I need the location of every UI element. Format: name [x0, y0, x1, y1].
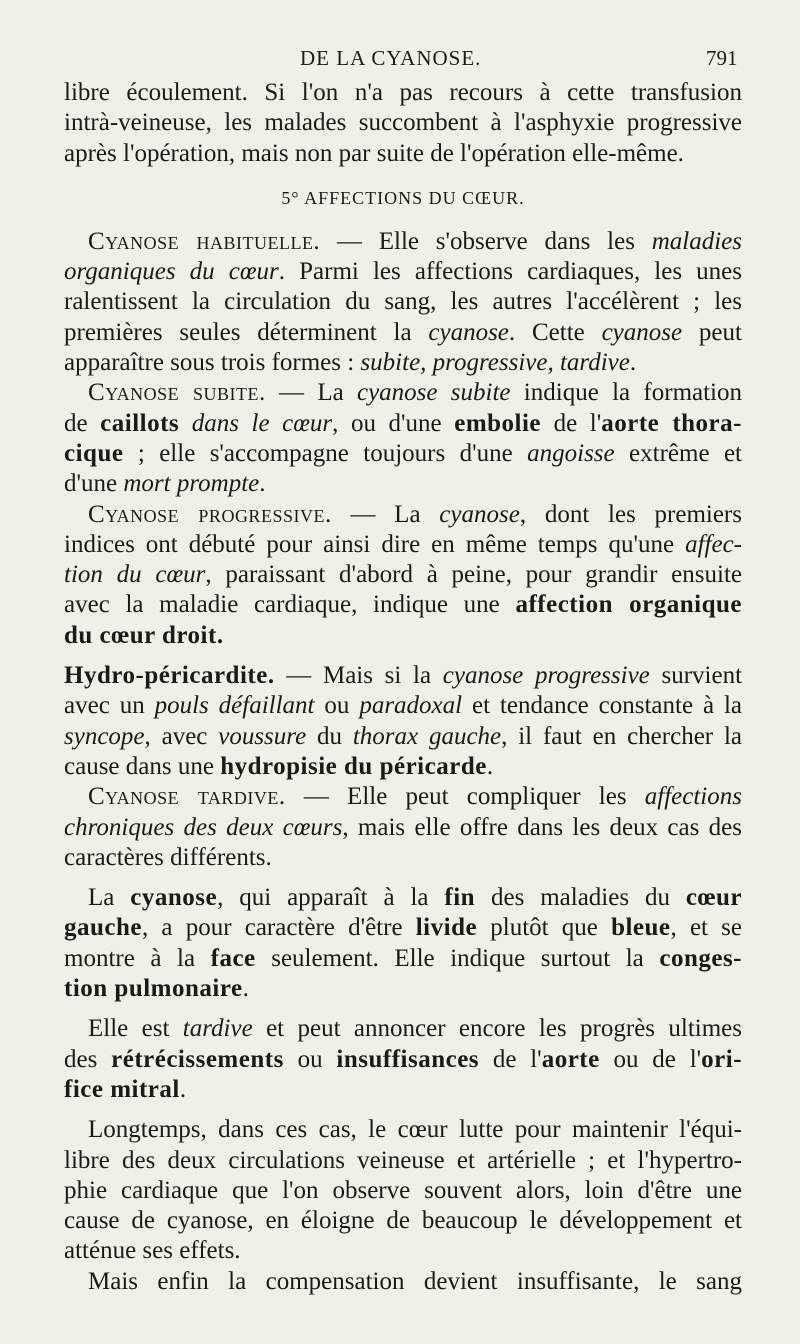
text-line: phie cardiaque que l'on observe souvent alors, loin d'être une [64, 1176, 742, 1204]
text-line: d'une mort prompte. [64, 470, 266, 498]
text-line: Elle est tardive et peut annoncer encore les progrès ultimes [88, 1015, 742, 1043]
text-line: chroniques des deux cœurs, mais elle offre dans les deux cas des [64, 813, 742, 841]
text-line: Cyanose progressive. — La cyanose, dont les premiers [88, 500, 742, 528]
text-line: du cœur droit. [64, 621, 224, 649]
text-line: atténue ses effets. [64, 1237, 241, 1265]
body-text [64, 78, 742, 1297]
run-in-heading: Cyanose tardive. [88, 783, 286, 811]
running-head-title: DE LA CYANOSE. [300, 46, 482, 70]
paragraph-sang [64, 1267, 742, 1297]
text-line: syncope, avec voussure du thorax gauche, il faut en chercher la [64, 722, 742, 750]
text-line: Hydro-péricardite. — Mais si la cyanose progressive survient [64, 662, 742, 690]
paragraph-tardive-aorte [64, 1014, 742, 1105]
text-line: La cyanose, qui apparaît à la fin des maladies du cœur [88, 884, 742, 912]
run-in-heading: Cyanose progressive. [88, 500, 332, 528]
text-line: Cyanose subite. — La cyanose subite indique la formation [88, 379, 742, 407]
paragraph-cyanose-habituelle [64, 227, 742, 378]
text-line: avec la maladie cardiaque, indique une affection organique [64, 591, 742, 619]
text-line: apparaître sous trois formes : subite, progressive, tardive. [64, 349, 637, 377]
run-in-heading: Cyanose habituelle. [88, 227, 321, 255]
text-line: libre écoulement. Si l'on n'a pas recours à cette transfusion [64, 79, 742, 106]
text-line: fice mitral. [64, 1075, 187, 1103]
text-line: cause dans une hydropisie du péricarde. [64, 752, 494, 780]
text-line: organiques du cœur. Parmi les affections cardiaques, les unes [64, 258, 742, 286]
text-line: intrà-veineuse, les malades succombent à l'asphyxie progressive [64, 109, 742, 137]
text-line: cique ; elle s'accompagne toujours d'une angoisse extrême et [64, 439, 742, 467]
page-number: 791 [706, 46, 738, 70]
paragraph-compensation [64, 1115, 742, 1266]
paragraph-cyanose-tardive [64, 782, 742, 873]
text-line: libre des deux circulations veineuse et artérielle ; et l'hypertro- [64, 1146, 742, 1174]
text-line: après l'opération, mais non par suite de l'opération elle-même. [64, 139, 684, 167]
text-line: premières seules déterminent la cyanose. Cette cyanose peut [64, 318, 742, 346]
section-heading: 5° AFFECTIONS DU CŒUR. [281, 187, 525, 208]
text-line: gauche, a pour caractère d'être livide plutôt que bleue, et se [64, 914, 742, 942]
text-line: Cyanose tardive. — Elle peut compliquer les affections [88, 783, 742, 811]
text-line: caractères différents. [64, 843, 272, 871]
text-line: tion pulmonaire. [64, 975, 249, 1003]
text-line: montre à la face seulement. Elle indique surtout la conges- [64, 944, 742, 972]
paragraph-hydro-pericardite [64, 661, 742, 782]
paragraph-coeur-gauche [64, 883, 742, 1004]
text-line: Longtemps, dans ces cas, le cœur lutte pour maintenir l'équi- [88, 1116, 742, 1144]
run-in-heading: Cyanose subite. [88, 379, 266, 407]
text-line: ralentissent la circulation du sang, les autres l'accélèrent ; les [64, 288, 742, 316]
text-line: Mais enfin la compensation devient insuffisante, le sang [88, 1267, 742, 1295]
text-line: de caillots dans le cœur, ou d'une embolie de l'aorte thora- [64, 409, 742, 437]
running-head [0, 44, 800, 74]
paragraph-cyanose-progressive [64, 500, 742, 651]
text-line: tion du cœur, paraissant d'abord à peine, pour grandir ensuite [64, 561, 742, 589]
paragraph-transfusion [64, 78, 742, 169]
text-line: des rétrécissements ou insuffisances de l'aorte ou de l'ori- [64, 1045, 742, 1073]
paragraph-cyanose-subite [64, 378, 742, 499]
text-line: cause de cyanose, en éloigne de beaucoup le développement et [64, 1207, 742, 1235]
text-line: avec un pouls défaillant ou paradoxal et tendance constante à la [64, 692, 742, 720]
text-line: Cyanose habituelle. — Elle s'observe dans les maladies [88, 227, 742, 255]
run-in-heading: Hydro-péricardite. [64, 662, 275, 690]
text-line: indices ont débuté pour ainsi dire en même temps qu'une affec- [64, 530, 742, 558]
